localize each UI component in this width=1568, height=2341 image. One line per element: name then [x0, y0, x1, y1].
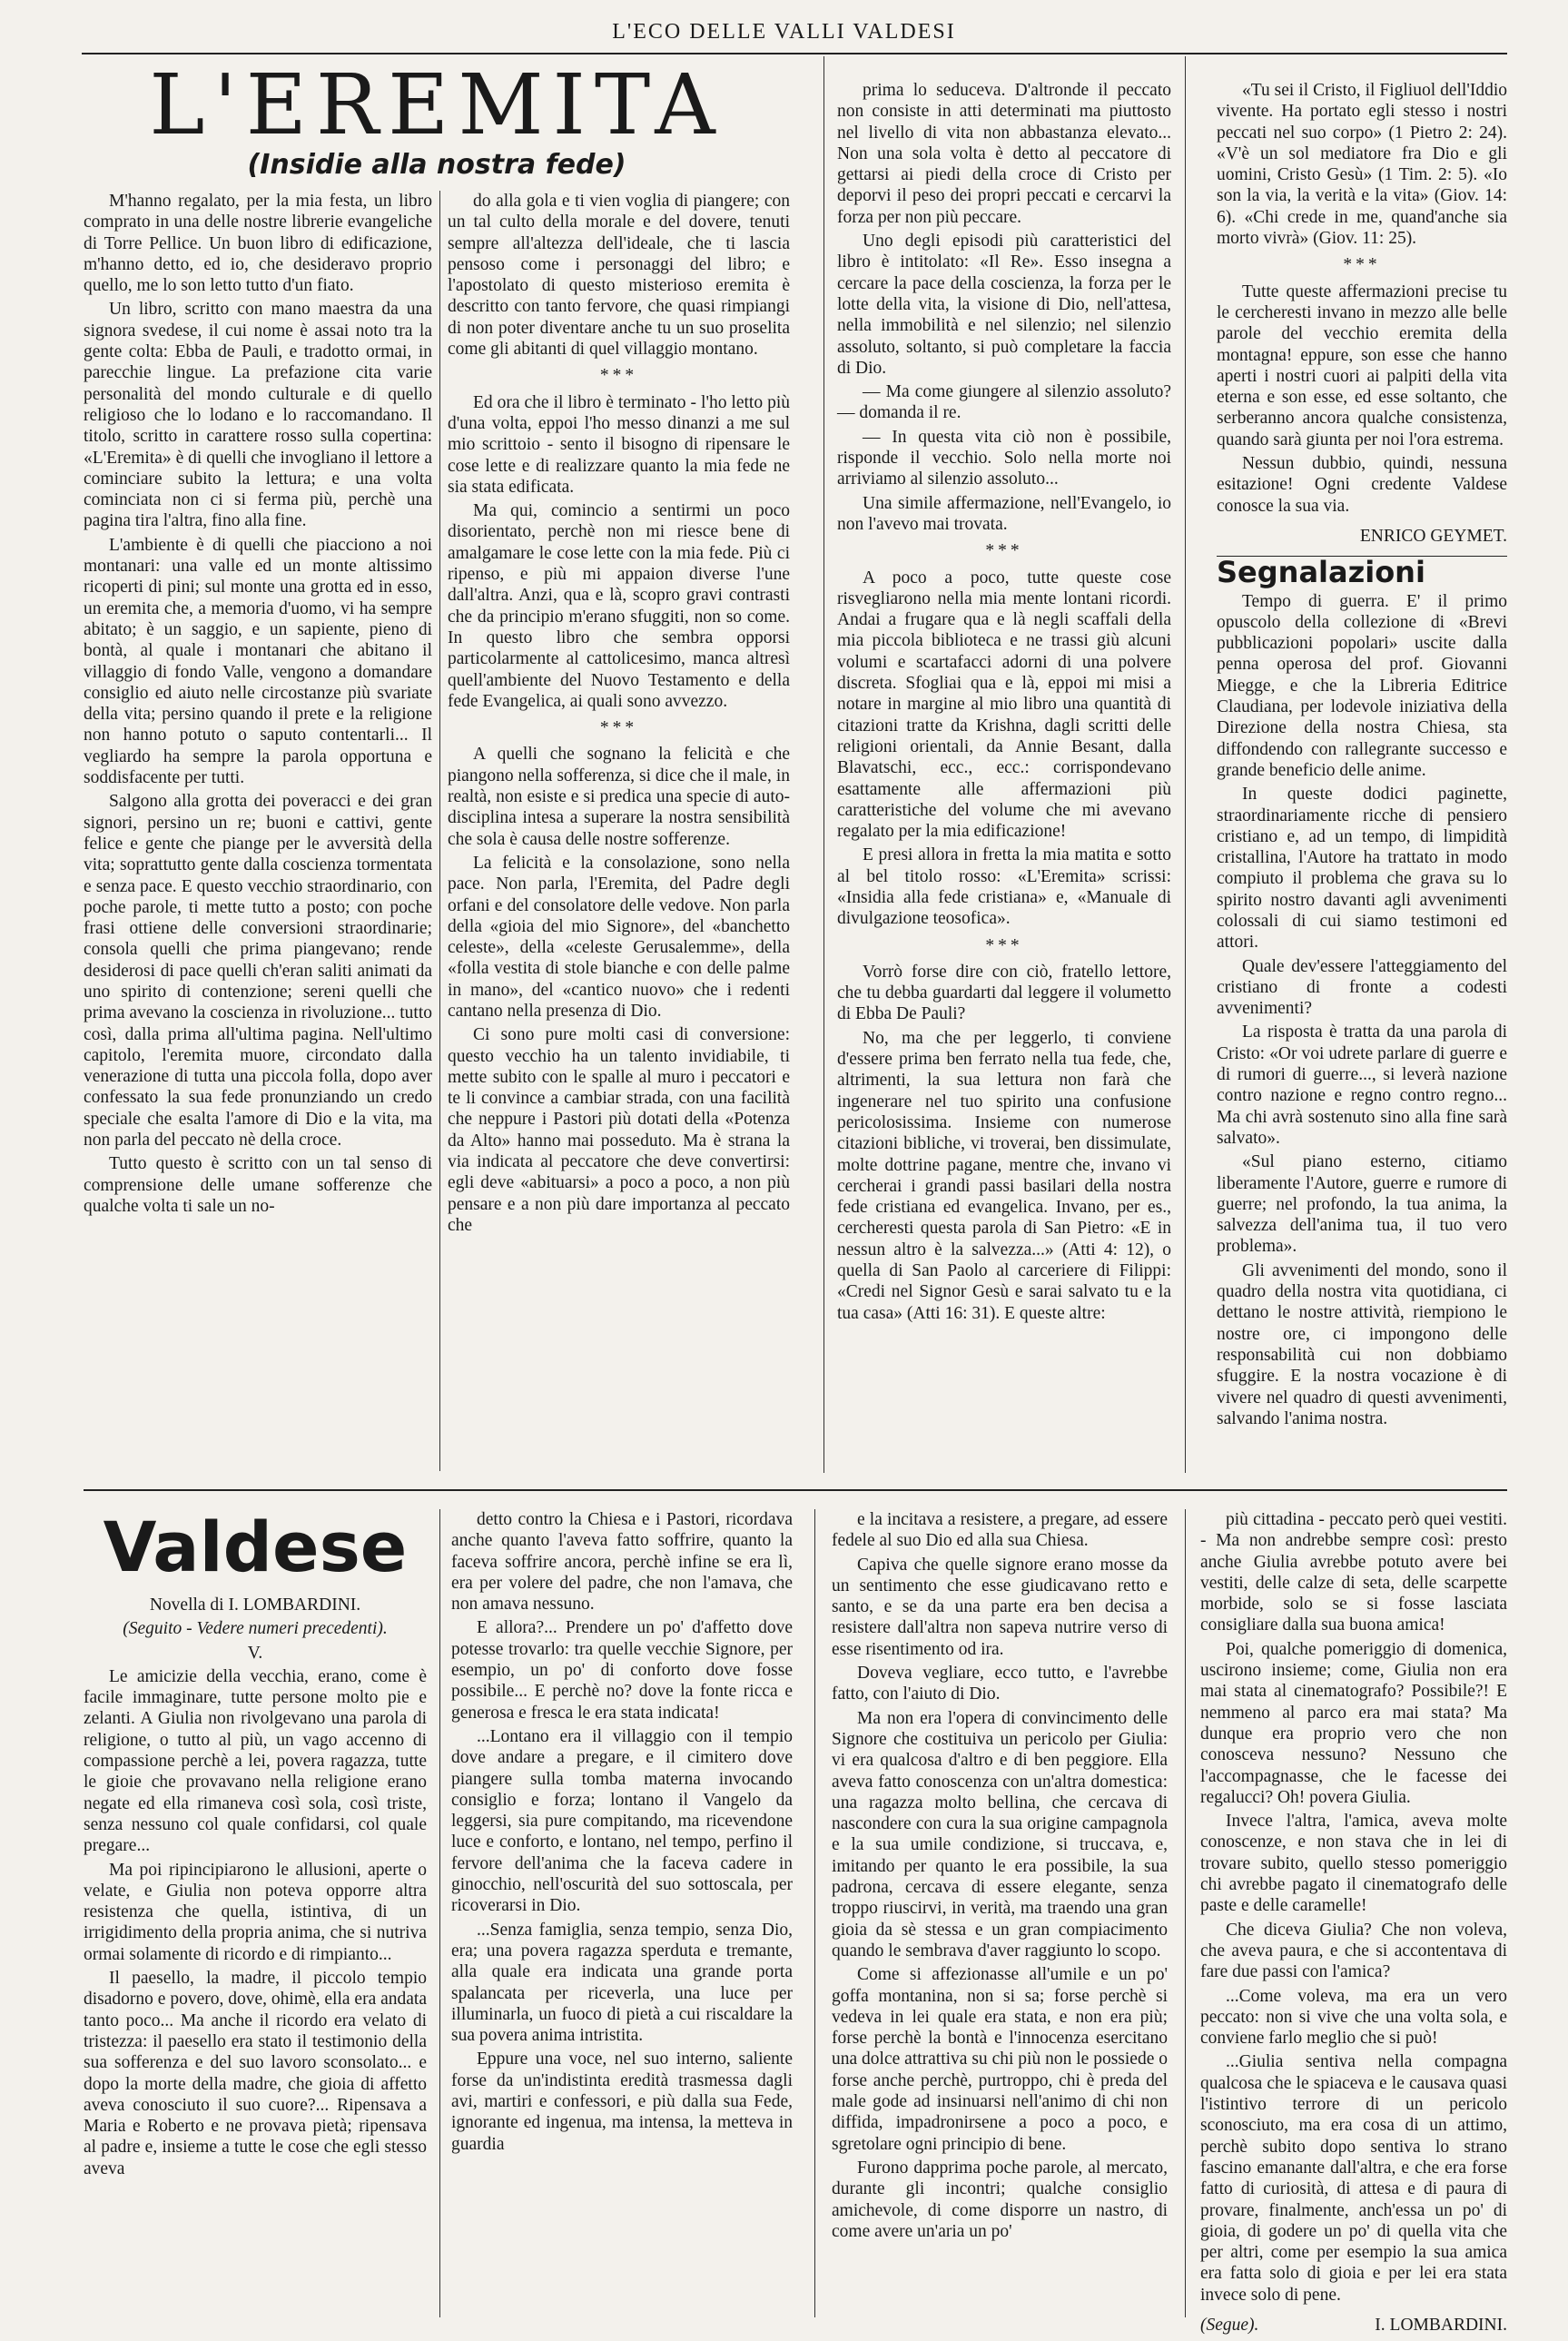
paragraph: Un libro, scritto con mano maestra da una signora svedese, il cui nome è assai noto tra la gente colta: Ebba de Pauli, e tradotto ormai, in parecchie lingue. La prefazione cita varie personalità del mondo culturale e di quello religioso che lo lodano e lo raccomandano. Il titolo, scritto in carattere rosso sulla copertina: «L'Eremita» è di quelli che invogliano il lettore a cominciare subito la lettura; e una volta cominciata non ci si ferma più, perchè una pagina tira l'altra, fino alla fine.: [84, 300, 432, 531]
eremita-signature: ENRICO GEYMET.: [1359, 526, 1507, 546]
eremita-column-1: [84, 191, 432, 1471]
paragraph: «Sul piano esterno, citiamo liberamente l'Autore, guerre e rumore di guerre; nel profondo, la tua anima, la salvezza dell'anima tua, il tuo vero problema».: [1217, 1152, 1507, 1257]
valdese-column-4-text: [1200, 1509, 1507, 2306]
paragraph: A poco a poco, tutte queste cose risvegliarono nella mia mente lontani ricordi. Andai a frugare qua e là negli scaffali della mia piccola biblioteca e ne trassi giù alcuni volumi e scartafacci adorni di una polvere discreta. Sfogliai qua e là, eppoi mi misi a notare in margine al mio libro una quantità di citazioni tratte da Krishna, dagli scritti delle religioni orientali, da Annie Besant, dalla Blavatschi, ecc., ecc.: corrispondevano esattamente alle affermazioni più caratteristiche del volume che mi avevano regalato per la mia edificazione!: [837, 568, 1171, 842]
paragraph: Tempo di guerra. E' il primo opuscolo della collezione di «Brevi pubblicazioni popolari» uscite dalla penna operosa del prof. Giovanni Miegge, e che la Libreria Editrice Claudiana, per lodevole iniziativa della Direzione della nostra Chiesa, sta diffondendo con rallegrante successo e grande beneficio delle anime.: [1217, 591, 1507, 780]
paragraph: Tutte queste affermazioni precise tu le cercheresti invano in mezzo alle belle parole del vecchio eremita della montagna! eppure, son esse che hanno aperti i nostri cuori ai palpiti della vita eterna e son esse, ed esse soltanto, che serberanno ancora qualche consistenza, quando sarà giunta per noi l'ora estrema.: [1217, 282, 1507, 449]
paragraph: Eppure una voce, nel suo interno, saliente forse da un'indistinta eredità trasmessa dagli avi, martiri e confessori, e più dalla sua Fede, ignorante ed ingenua, ma intensa, la metteva in guardia: [451, 2050, 793, 2154]
column-divider: [823, 56, 824, 1473]
paragraph: ...Senza famiglia, senza tempio, senza Dio, era; una povera ragazza sperduta e tremante, alla quale era indicata una grande porta spalancata per riceverla, una luce per illuminarla, un fuoco di pietà a cui riscaldare la sua povera anima intristita.: [451, 1920, 793, 2046]
section-stars: ***: [1343, 255, 1381, 275]
paragraph: Le amicizie della vecchia, erano, come è facile immaginare, tutte persone molto pie e zelanti. A Giulia non rivolgevano una parola di religione, o tutto al più, un vago accenno di compassione perchè a lei, povera ragazza, tutte le gioie che provavano nella religione erano negate ed ella rimaneva così sola, così triste, senza nessuno col quale confidarsi, col quale pregare...: [84, 1666, 427, 1856]
paragraph: E allora?... Prendere un po' d'affetto dove potesse trovarlo: tra quelle vecchie Signore, per esempio, un po' di conforto dove fosse possibile... E perchè no? dove la fonte ricca e generosa e fresca le era stata indicata!: [451, 1618, 793, 1723]
paragraph: Quale dev'essere l'atteggiamento del cristiano di fronte a codesti avvenimenti?: [1217, 956, 1507, 1019]
valdese-title: Valdese: [103, 1506, 408, 1587]
section-stars: ***: [985, 541, 1023, 561]
paragraph: Che diceva Giulia? Che non voleva, che aveva paura, e che si accontentava di fare due passi con l'amica?: [1200, 1920, 1507, 1982]
paragraph: ...Lontano era il villaggio con il tempio dove andare a pregare, e il cimitero dove piangere sulla tomba materna invocando consiglio e forza; lontano il Vangelo da leggersi, sia pure compitando, ma ricevendone luce e conforto, e lontano, nel tempo, perfino il fervore dell'anima che la faceva cadere in ginocchio, nell'oscurità del suo sottoscala, per ricoverarsi in Dio.: [451, 1726, 793, 1916]
valdese-signature-row: [1200, 2315, 1507, 2336]
paragraph: Una simile affermazione, nell'Evangelo, io non l'avevo mai trovata.: [837, 493, 1171, 534]
chapter-number: V.: [247, 1643, 263, 1663]
column-divider: [1185, 1509, 1186, 2317]
valdese-column-2: [451, 1509, 793, 2317]
paragraph: La risposta è tratta da una parola di Cristo: «Or voi udrete parlare di guerre e di rumori di guerre..., si leverà nazione contro nazione e regno contro regno... Ma chi avrà sostenuto sino alla fine sarà salvato».: [1217, 1022, 1507, 1148]
paragraph: Il paesello, la madre, il piccolo tempio disadorno e povero, dove, ohimè, ella era andata tanto poco... Ma anche il ricordo era velato di tristezza: il paesello era stato il testimonio della sua sofferenza e del suo lavoro sconsolato... e dopo la morte della madre, che gioia di affetto aveva conosciuto il suo cuore?... Ripensava a Maria e Roberto e ne provava pietà; ripensava al padre e, insieme a tutte le cose che egli stesso aveva: [84, 1969, 427, 2178]
valdese-column-3: [832, 1509, 1168, 2317]
valdese-column-1: [84, 1506, 427, 2317]
paragraph: Nessun dubbio, quindi, nessuna esitazione! Ogni credente Valdese conosce la sua via.: [1217, 454, 1507, 516]
eremita-title: L'EREMITA: [149, 56, 725, 153]
paragraph: In queste dodici paginette, straordinariamente ricche di pensiero cristiano e, ad un tempo, di limpidità cristallina, l'Autore ha trattato in modo compiuto il problema che grava su lo spirito nostro davanti agli avvenimenti colossali di cui siamo testimoni ed attori.: [1217, 785, 1507, 953]
column-divider: [439, 191, 440, 1471]
paragraph: A quelli che sognano la felicità e che piangono nella sofferenza, si dice che il male, in realtà, non esiste e si predica una specie di auto-disciplina intesa a superare la nostra sensibilità che sola è causa delle nostre sofferenze.: [448, 745, 790, 849]
paragraph: Poi, qualche pomeriggio di domenica, uscirono insieme; come, Giulia non era mai stata al cinematografo? Possibile?! E nemmeno al parco era mai stata? Ma dunque era proprio vero che non conosceva nessuno? Nessuno che l'accompagnasse, che le facesse dei regalucci? Oh! povera Giulia.: [1200, 1639, 1507, 1807]
section-stars: ***: [985, 935, 1023, 955]
paragraph: L'ambiente è di quelli che piacciono a noi montanari: una valle ed un monte altissimo ricoperti di pini; sul monte una grotta ed in esso, un eremita che, a memoria d'uomo, vi ha sempre abitato; è un saggio, e un sapiente, pieno di bontà, al quale i montanari che abitano il villaggio di fondo Valle, vengono a domandare consiglio ed aiuto nelle circostanze più svariate della vita; persino quando il prete e la religione non hanno potuto o saputo contentarli... Il vegliardo ha sempre la parola opportuna e soddisfacente per tutti.: [84, 535, 432, 788]
paragraph: Uno degli episodi più caratteristici del libro è intitolato: «Il Re». Esso insegna a cercare la pace della coscienza, la forza per le lotte della vita, la visione di Dio, nell'attesa, nella immobilità e nel silenzio; nel silenzio assoluto, soltanto, si può completare la faccia di Dio.: [837, 232, 1171, 378]
paragraph: — Ma come giungere al silenzio assoluto? — domanda il re.: [837, 382, 1171, 423]
paragraph: Gli avvenimenti del mondo, sono il quadro della nostra vita quotidiana, ci dettano le nostre attività, riempiono le nostre ore, ci impongono delle responsabilità cui non dobbiamo sfuggire. E la nostra vocazione è di vivere nel quadro di questi avvenimenti, salvando l'anima nostra.: [1217, 1260, 1507, 1428]
paragraph: ...Giulia sentiva nella compagna qualcosa che le spiaceva e le causava quasi l'istintivo terrore di un pericolo sconosciuto, ma era cosa di un attimo, perchè subito dopo sentiva lo strano fascino emanante dall'altra, e che era forse fatto di curiosità, di attesa e di paura di provare, finalmente, anch'essa un po' di gioia, di godere un po' di quella vita che per altri, come per esempio la sua amica era fatta solo di gioia e per lei era stata invece solo di pene.: [1200, 2052, 1507, 2305]
valdese-column-1-text: [84, 1666, 427, 2179]
paragraph: più cittadina - peccato però quei vestiti. - Ma non andrebbe sempre così: presto anche Giulia avrebbe potuto avere bei vestiti, delle calze di seta, delle scarpette morbide, solo se si fosse lasciata consigliare dalla sua buona amica!: [1200, 1510, 1507, 1635]
newspaper-header: L'ECO DELLE VALLI VALDESI: [612, 20, 956, 44]
paragraph: M'hanno regalato, per la mia festa, un libro comprato in una delle nostre librerie evangeliche di Torre Pellice. Un buon libro di edificazione, m'hanno detto, ed io, che desideravo proprio quello, me lo son letto tutto d'un fiato.: [84, 192, 432, 296]
paragraph: Ma qui, comincio a sentirmi un poco disorientato, perchè non mi riesce bene di amalgamare le cose lette con la mia fede. Più ci ripenso, e più mi appaion diverse l'une dall'altra. Anzi, qua e là, scopro gravi contrasti che da principio m'erano sfuggiti, non so come. In questo libro che sembra opporsi particolarmente al cattolicesimo, manca altresì quell'ambiente del Nuovo Testamento e della fede Evangelica, ai quali sono avvezzo.: [448, 501, 790, 711]
eremita-column-3: [837, 80, 1171, 1474]
paragraph: Ma poi ripincipiarono le allusioni, aperte o velate, e Giulia non poteva opporre altra resistenza che quella, istintiva, di un irrigidimento della propria anima, che si nutriva ormai solamente di ricordo e di rimpianto...: [84, 1860, 427, 1964]
valdese-seguito: (Seguito - Vedere numeri precedenti).: [123, 1619, 388, 1639]
paragraph: Tutto questo è scritto con un tal senso di comprensione delle umane sofferenze che qualche volta ti sale un no-: [84, 1154, 432, 1216]
paragraph: Invece l'altra, l'amica, aveva molte conoscenze, e non stava che in lei di trovare subito, quello stesso pomeriggio chi avrebbe pagato il cinematografo delle paste e delle caramelle!: [1200, 1812, 1507, 1916]
column-divider: [439, 1509, 440, 2317]
paragraph: Ma non era l'opera di convincimento delle Signore che costituiva un pericolo per Giulia: vi era qualcosa d'altro e di ben peggiore. Ella aveva fatto conoscenza con un'altra domestica: una ragazza molto bellina, che cercava di nascondere con cura la sua origine campagnola e la sua umile condizione, si truccava, e, imitando per quanto le era possibile, la sua padrona, cercava di essere elegante, senza troppo riuscirvi, in verità, ma traendo una gran gioia da sè stessa e un gran compiacimento quando le sembrava d'aver raggiunto lo scopo.: [832, 1708, 1168, 1961]
paragraph: detto contro la Chiesa e i Pastori, ricordava anche quanto l'aveva fatto soffrire, quanto la faceva soffrire ancora, perchè infine se era lì, era per volere del padre, che non l'amava, che non amava nessuno.: [451, 1510, 793, 1615]
segue-note: (Segue).: [1200, 2315, 1259, 2335]
paragraph: — In questa vita ciò non è possibile, risponde il vecchio. Solo nella morte noi arriviamo al silenzio assoluto...: [837, 427, 1171, 489]
header-rule: [82, 53, 1507, 54]
eremita-column-2: [448, 191, 790, 1471]
eremita-subtitle: (Insidie alla nostra fede): [247, 149, 626, 181]
section-stars: ***: [599, 366, 638, 386]
paragraph: La felicità e la consolazione, sono nella pace. Non parla, l'Eremita, del Padre degli orfani e del consolatore delle vedove. Non parla della «gioia del mio Signore», del «banchetto celeste», della «celeste Gerusalemme», della «folla vestita di stole bianche e con delle palme in mano», del «cantico nuovo» che i redenti cantano nella presenza di Dio.: [448, 853, 790, 1021]
paragraph: do alla gola e ti vien voglia di piangere; con un tal culto della morale e del dovere, tenuti sempre all'altezza dell'ideale, che ti lascia pensoso come i personaggi del libro; e l'apostolato di questo misterioso eremita è descritto con tanto fervore, che quasi rimpiangi di non poter diventare anche tu un suo proselita come gli abitanti di quel villaggio montano.: [448, 192, 790, 360]
paragraph: Salgono alla grotta dei poveracci e dei gran signori, persino un re; buoni e cattivi, gente felice e gente che piange per le avversità della vita; soprattutto gente dalla coscienza tormentata e senza pace. E questo vecchio straordinario, con poche parole, ti mette tutto a posto; con poche frasi ottiene delle conversioni straordinarie; consola quelli che prima piangevano; rende desiderosi di pace quelli ch'eran saliti animati da uno spirito di contenzione; sereni quelli che prima avevano la coscienza in rivoluzione... tutto così, dalla prima all'ultima pagina. Nell'ultimo capitolo, l'eremita muore, circondato dalla venerazione di tutta una piccola folla, dopo aver confessato la sua fede pronunziando un credo speciale che esalta l'amore di Dio e la vita, ma non parla del peccato nè della croce.: [84, 792, 432, 1151]
valdese-signature: I. LOMBARDINI.: [1375, 2315, 1507, 2335]
paragraph: Capiva che quelle signore erano mosse da un sentimento che esse giudicavano retto e santo, e se da una parte era ben decisa a resistere dall'altra non sapeva nutrire verso di esse risentimento od ira.: [832, 1555, 1168, 1659]
paragraph: No, ma che per leggerlo, ti conviene d'essere prima ben ferrato nella tua fede, che, altrimenti, la sua lettura non farà che ingenerare nel tuo spirito una confusione pericolosissima. Insieme con numerose citazioni bibliche, vi troverai, ben dissimulate, molte dottrine pagane, mentre che, invano vi cercherai i grandi passi basilari della nostra fede cristiana ed evangelica. Invano, per es., cercheresti questa parola di San Pietro: «E in nessun altro è la salvezza...» (Atti 4: 12), o quella di San Paolo al carceriere di Filippi: «Credi nel Signor Gesù e sarai salvato tu e la tua casa» (Atti 16: 31). E queste altre:: [837, 1028, 1171, 1323]
paragraph: Ci sono pure molti casi di conversione: questo vecchio ha un talento invidiabile, ti mette subito con le spalle al muro i peccatori e te li convince a cambiar strada, con una facilità che neppure i Pastori più dotati della «Potenza da Alto» hanno mai posseduto. Ma è strana la via indicata al peccatore che deve convertirsi: egli deve «abituarsi» a poco a poco, a non più pensare e a non più dare importanza al peccato che: [448, 1025, 790, 1235]
column-divider: [1185, 56, 1186, 1473]
right-column: [1217, 80, 1507, 1474]
section-divider: [84, 1489, 1507, 1491]
segnalazioni-title: Segnalazioni: [1217, 555, 1425, 590]
paragraph: Ed ora che il libro è terminato - l'ho letto più d'una volta, eppoi l'ho messo dinanzi a me sul mio scrittoio - sento il bisogno di ripensare le cose lette e di realizzare quanto la mia fede ne sia stata edificata.: [448, 392, 790, 497]
eremita-heading: [84, 56, 790, 187]
paragraph: «Tu sei il Cristo, il Figliuol dell'Iddio vivente. Ha portato egli stesso i nostri peccati nel suo corpo» (1 Pietro 2: 24). «V'è un sol mediatore fra Dio e gli uomini, Cristo Gesù» (1 Tim. 2: 5). «Io son la via, la verità e la vita» (Giov. 14: 6). «Chi crede in me, quand'anche sia morto vivrà» (Giov. 11: 25).: [1217, 81, 1507, 249]
paragraph: e la incitava a resistere, a pregare, ad essere fedele al suo Dio ed alla sua Chiesa.: [832, 1510, 1168, 1551]
eremita-column-4: [1217, 80, 1507, 547]
paragraph: ...Come voleva, ma era un vero peccato: non si vive che una volta sola, e conviene farlo meglio che si può!: [1200, 1986, 1507, 2049]
paragraph: E presi allora in fretta la mia matita e sotto al bel titolo rosso: «L'Eremita» scrissi: «Insidia alla fede cristiana» e, «Manuale di divulgazione teosofica».: [837, 845, 1171, 929]
paragraph: Doveva vegliare, ecco tutto, e l'avrebbe fatto, con l'aiuto di Dio.: [832, 1664, 1168, 1704]
paragraph: prima lo seduceva. D'altronde il peccato non consiste in atti determinati ma piuttosto nel livello di vita non abbastanza elevato... Non una sola volta è detto al peccatore di gettarsi ai piedi della croce di Cristo per deporvi il peso dei propri peccati e cercarvi la forza per non più peccare.: [837, 81, 1171, 227]
valdese-byline: Novella di I. LOMBARDINI.: [149, 1595, 361, 1615]
paragraph: Furono dapprima poche parole, al mercato, durante gli incontri; qualche consiglio amichevole, di come disporre un nastro, di come avere un'aria un po': [832, 2158, 1168, 2241]
paragraph: Vorrò forse dire con ciò, fratello lettore, che tu debba guardarti dal leggere il volumetto di Ebba De Pauli?: [837, 962, 1171, 1024]
segnalazioni-body: [1217, 591, 1507, 1430]
paragraph: Come si affezionasse all'umile e un po' goffa montanina, non si sa; forse perchè si vedeva in lei quale era stata, e non era più; forse perchè la bontà e l'innocenza esercitano una dolce attrattiva su chi più non le possiede o forse anche perchè, purtroppo, chi è preda del male gode ad insinuarsi nell'animo di chi non diffida, impadronirsene a poco a poco, e sgretolare ogni principio di bene.: [832, 1965, 1168, 2154]
valdese-column-4: [1200, 1509, 1507, 2335]
column-divider: [814, 1509, 815, 2317]
section-stars: ***: [599, 718, 638, 738]
